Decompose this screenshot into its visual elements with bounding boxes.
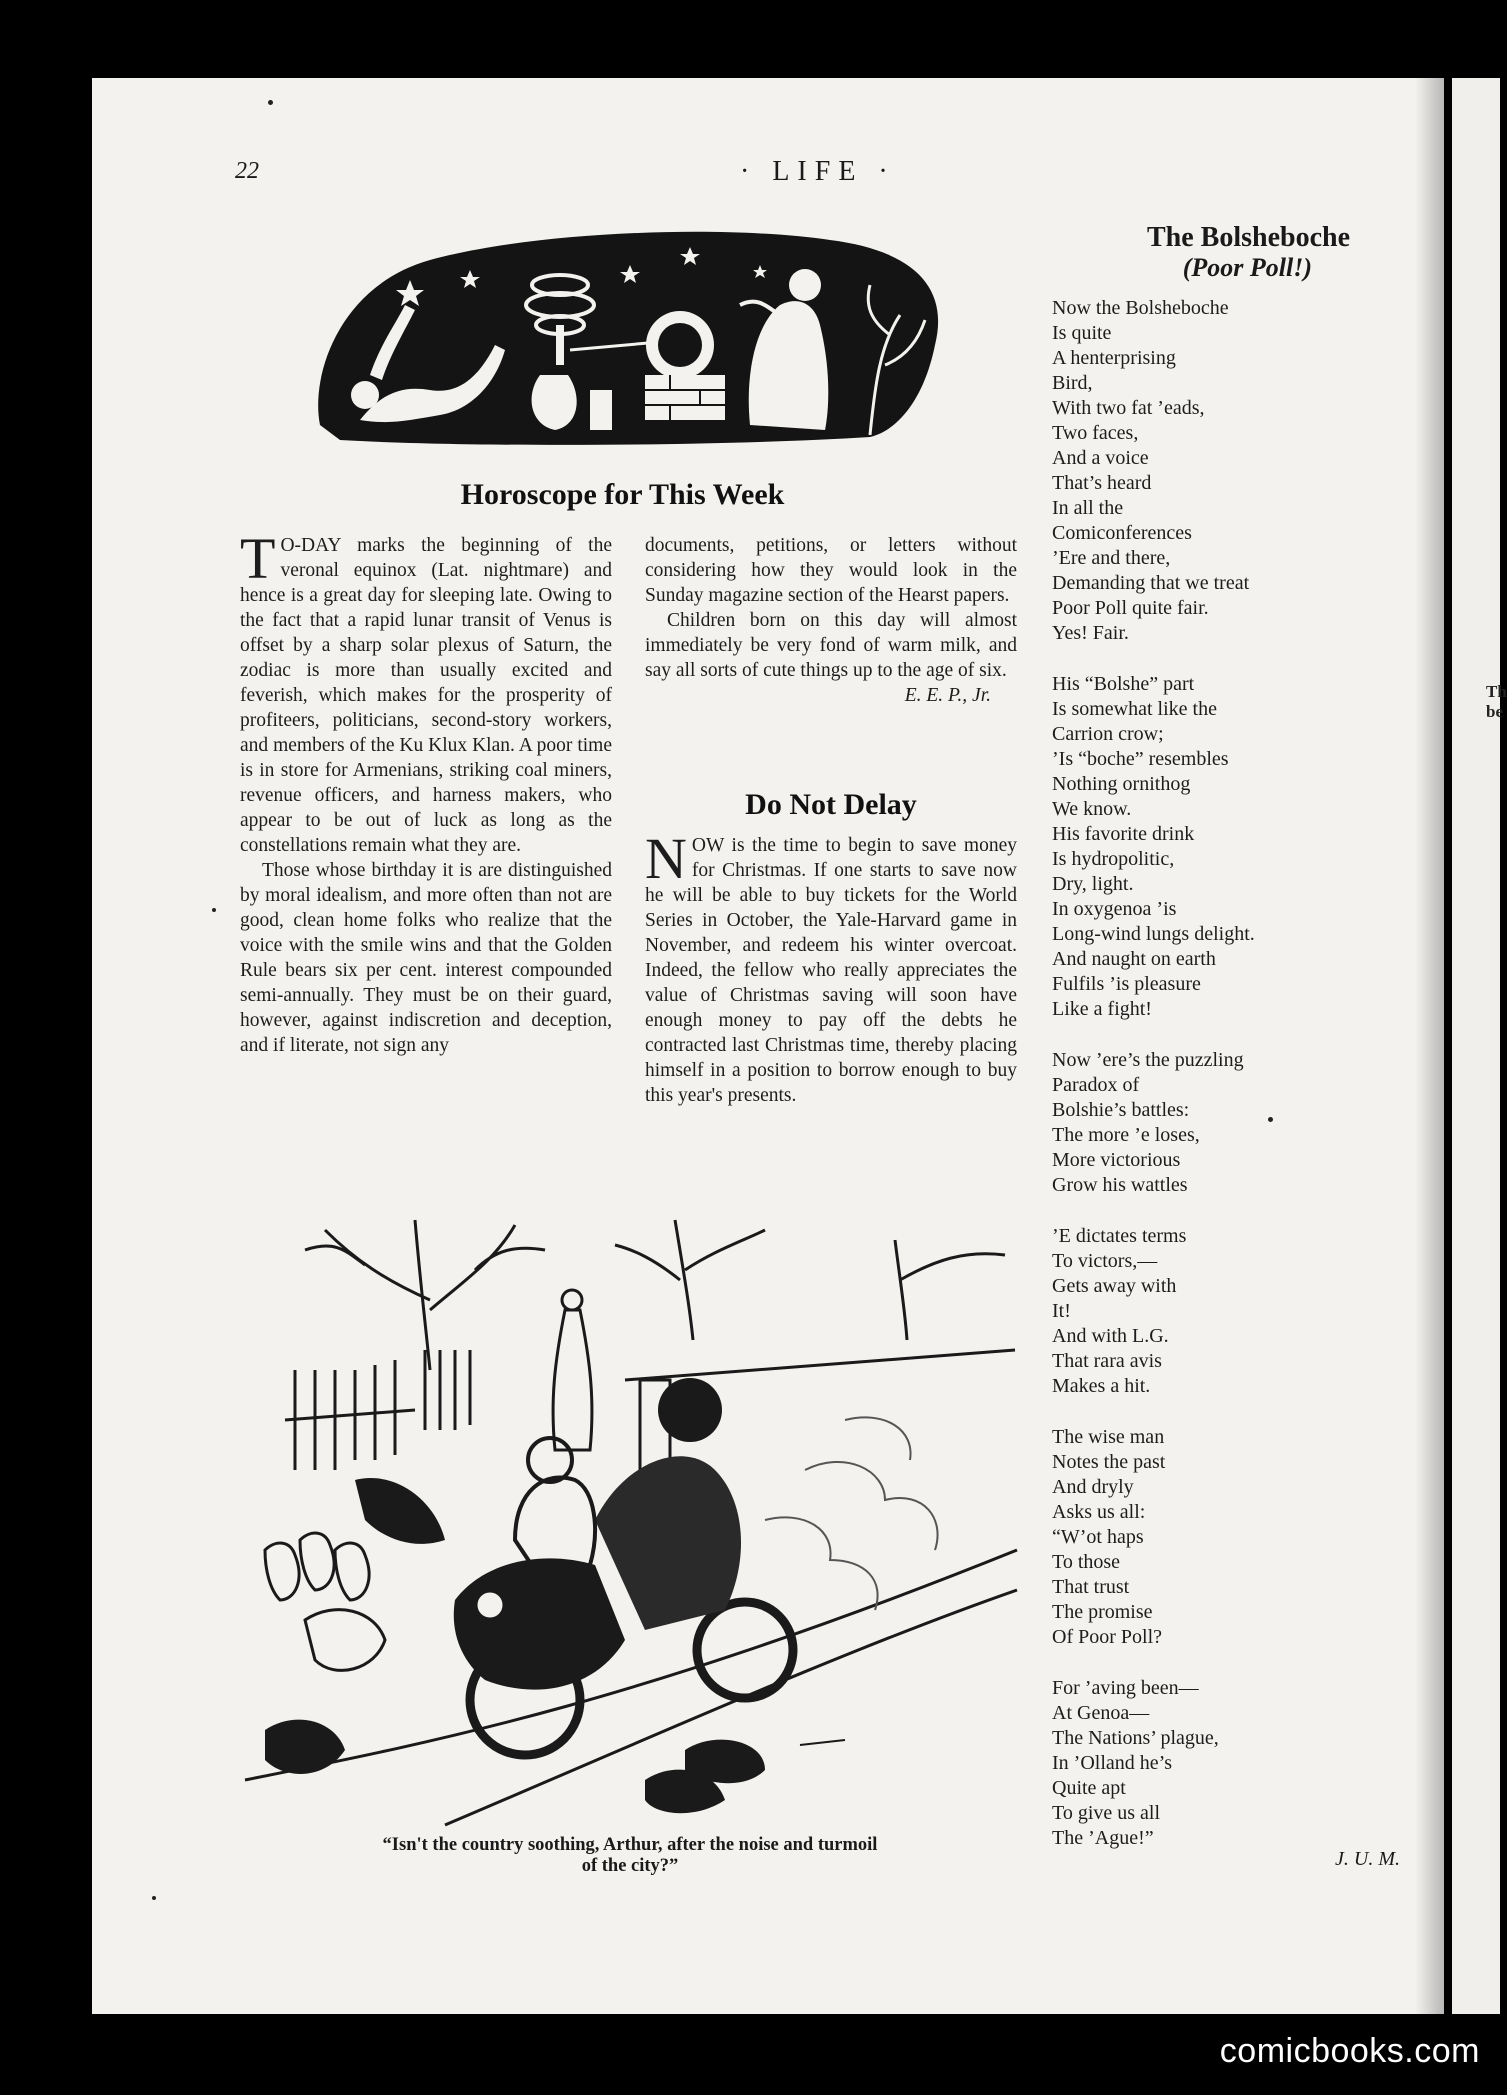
adjacent-page-edge	[1452, 78, 1507, 2014]
poem-line: Of Poor Poll?	[1052, 1626, 1162, 1648]
horoscope-paragraph: documents, petitions, or letters without considering how they would look in the Sunday magazine section of the Hearst papers.	[645, 535, 1017, 606]
adjacent-page-fragment: be	[1486, 702, 1503, 721]
poem-line: ’Is “boche” resembles	[1052, 748, 1229, 770]
page-gutter	[1415, 78, 1445, 2014]
scan-speck	[152, 1896, 156, 1900]
poem-line: Bolshie’s battles:	[1052, 1099, 1190, 1121]
motorcycle-cartoon-illustration	[245, 1220, 1017, 1825]
poem-signature: J. U. M.	[1335, 1848, 1400, 1870]
poem-line: Paradox of	[1052, 1074, 1140, 1096]
drop-cap: T	[240, 526, 276, 591]
scan-speck	[268, 100, 273, 105]
poem-line: To give us all	[1052, 1802, 1161, 1824]
poem-line: That trust	[1052, 1576, 1130, 1598]
horoscope-header-illustration	[310, 225, 950, 445]
do-not-delay-headline: Do Not Delay	[745, 788, 917, 821]
poem-line: And a voice	[1052, 447, 1149, 469]
poem-stanza	[1052, 296, 1352, 646]
horoscope-headline: Horoscope for This Week	[460, 478, 785, 511]
cartoon-caption	[240, 1835, 1020, 1877]
poem-line: His favorite drink	[1052, 823, 1195, 845]
poem-line: Demanding that we treat	[1052, 572, 1250, 594]
poem-line: And dryly	[1052, 1476, 1134, 1498]
poem-line: Quite apt	[1052, 1777, 1126, 1799]
poem-line: In oxygenoa ’is	[1052, 898, 1177, 920]
poem-line: In all the	[1052, 497, 1124, 519]
poem-line: Yes! Fair.	[1052, 622, 1129, 644]
horoscope-column-2	[645, 533, 1017, 708]
poem-line: That’s heard	[1052, 472, 1152, 494]
poem-line: More victorious	[1052, 1149, 1181, 1171]
poem-stanza	[1052, 1425, 1352, 1650]
poem-title: The Bolsheboche	[1146, 222, 1350, 253]
poem-line: Comiconferences	[1052, 522, 1192, 544]
poem-line: The wise man	[1052, 1426, 1165, 1448]
poem-line: To those	[1052, 1551, 1121, 1573]
poem-line: His “Bolshe” part	[1052, 673, 1195, 695]
poem-subtitle: (Poor Poll!)	[1182, 253, 1312, 282]
poem-stanza	[1052, 672, 1352, 1022]
poem-line: Poor Poll quite fair.	[1052, 597, 1209, 619]
scan-speck	[1268, 1117, 1273, 1122]
poem-line: Fulfils ’is pleasure	[1052, 973, 1201, 995]
horoscope-byline: E. E. P., Jr.	[904, 685, 991, 706]
do-not-delay-article	[645, 826, 1017, 1108]
poem-line: Is quite	[1052, 322, 1112, 344]
do-not-delay-text: OW is the time to begin to save money for Christmas. If one starts to save now he will be able to buy tickets for the World Series in October, the Yale-Harvard game in November, and redeem his winter overcoat. Indeed, the fellow who really appreciates the value of Christmas saving will soon have enough money to pay off the debts he contracted last Christmas time, thereby placing himself in a position to borrow enough to buy this year's presents.	[645, 835, 1017, 1106]
poem-line: The Nations’ plague,	[1052, 1727, 1219, 1749]
poem-line: And with L.G.	[1052, 1325, 1169, 1347]
poem-line: Now ’ere’s the puzzling	[1052, 1049, 1244, 1071]
poem-line: For ’aving been—	[1052, 1677, 1199, 1699]
poem-line: Carrion crow;	[1052, 723, 1164, 745]
poem-line: The promise	[1052, 1601, 1153, 1623]
poem-line: To victors,—	[1052, 1250, 1158, 1272]
poem-line: Now the Bolsheboche	[1052, 297, 1229, 319]
poem-body	[1052, 296, 1352, 1877]
poem-line: Gets away with	[1052, 1275, 1177, 1297]
poem-line: ’Ere and there,	[1052, 547, 1171, 569]
poem-line: “W’ot haps	[1052, 1526, 1144, 1548]
poem-stanza	[1052, 1224, 1352, 1399]
poem-line: Asks us all:	[1052, 1501, 1146, 1523]
scan-speck	[212, 908, 216, 912]
poem-line: Makes a hit.	[1052, 1375, 1151, 1397]
horoscope-column-1	[240, 526, 612, 1058]
poem-stanza	[1052, 1676, 1352, 1851]
drop-cap: N	[645, 826, 687, 891]
poem-line: Like a fight!	[1052, 998, 1152, 1020]
poem-line: That rara avis	[1052, 1350, 1162, 1372]
poem-line: ’E dictates terms	[1052, 1225, 1187, 1247]
poem-line: The ’Ague!”	[1052, 1827, 1154, 1849]
poem-line: The more ’e loses,	[1052, 1124, 1200, 1146]
watermark: comicbooks.com	[1219, 2032, 1480, 2070]
poem-line: Is hydropolitic,	[1052, 848, 1175, 870]
poem-line: A henterprising	[1052, 347, 1176, 369]
poem-line: And naught on earth	[1052, 948, 1216, 970]
poem-line: In ’Olland he’s	[1052, 1752, 1172, 1774]
adjacent-page-fragment: Th	[1486, 682, 1507, 701]
poem-line: Bird,	[1052, 372, 1093, 394]
poem-line: Dry, light.	[1052, 873, 1134, 895]
caption-line: “Isn't the country soothing, Arthur, after the noise and turmoil	[382, 1835, 878, 1855]
horoscope-paragraph: Those whose birthday it is are distinguished by moral idealism, and more often than not are good, clean home folks who realize that the voice with the smile wins and that the Golden Rule bears six per cent. interest compounded semi-annually. They must be on their guard, however, against indiscretion and deception, and if literate, not sign any	[240, 860, 612, 1056]
horoscope-paragraph: Children born on this day will almost immediately be very fond of warm milk, and say all sorts of cute things up to the age of six.	[645, 610, 1017, 681]
horoscope-paragraph: O-DAY marks the beginning of the veronal equinox (Lat. nightmare) and hence is a great day for sleeping late. Owing to the fact that a rapid lunar transit of Venus is offset by a sharp solar plexus of Saturn, the zodiac is more than usually excited and feverish, which makes for the prosperity of profiteers, politicians, second-story workers, and members of the Ku Klux Klan. A poor time is in store for Armenians, striking coal miners, revenue officers, and harness makers, who appear to be out of luck as long as the constellations remain what they are.	[240, 535, 612, 856]
caption-line: of the city?”	[581, 1856, 679, 1876]
poem-line: Nothing ornithog	[1052, 773, 1191, 795]
poem-line: At Genoa—	[1052, 1702, 1150, 1724]
poem-line: With two fat ’eads,	[1052, 397, 1205, 419]
poem-line: It!	[1052, 1300, 1071, 1322]
poem-stanza	[1052, 1048, 1352, 1198]
poem-line: We know.	[1052, 798, 1132, 820]
poem-line: Long-wind lungs delight.	[1052, 923, 1255, 945]
masthead: · LIFE ·	[740, 156, 896, 187]
poem-line: Two faces,	[1052, 422, 1139, 444]
page-number: 22	[235, 158, 259, 184]
poem-line: Is somewhat like the	[1052, 698, 1217, 720]
poem-line: Grow his wattles	[1052, 1174, 1188, 1196]
poem-line: Notes the past	[1052, 1451, 1166, 1473]
